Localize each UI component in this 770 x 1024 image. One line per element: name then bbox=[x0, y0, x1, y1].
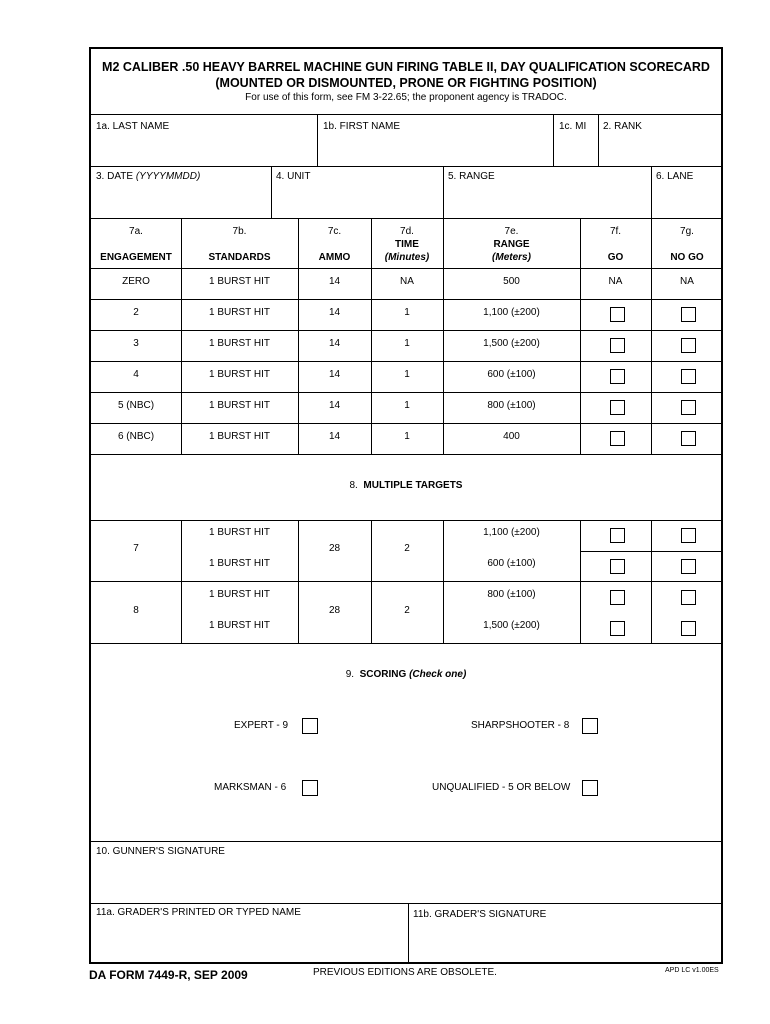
unit-field[interactable] bbox=[272, 167, 443, 217]
mi-field[interactable] bbox=[554, 115, 598, 165]
range-cell: 1,500 (±200) bbox=[483, 620, 540, 631]
no-go-checkbox[interactable] bbox=[681, 431, 696, 446]
grader-name-field[interactable] bbox=[91, 904, 407, 964]
lane-label: 6. LANE bbox=[656, 171, 694, 182]
no-go-checkbox[interactable] bbox=[681, 400, 696, 415]
multiple-targets-heading: 8. MULTIPLE TARGETS bbox=[349, 480, 463, 491]
grader-name-label: 11a. GRADER'S PRINTED OR TYPED NAME bbox=[96, 907, 301, 918]
scorecard-form bbox=[89, 47, 723, 964]
standards-cell: 1 BURST HIT bbox=[209, 558, 270, 569]
range-cell: 600 (±100) bbox=[487, 558, 536, 569]
rank-label: 2. RANK bbox=[603, 121, 642, 132]
lane-field[interactable] bbox=[652, 167, 723, 217]
no-go-checkbox[interactable] bbox=[681, 590, 696, 605]
form-number: DA FORM 7449-R, SEP 2009 bbox=[89, 968, 248, 982]
header-time: 7d. TIME (Minutes) bbox=[384, 226, 430, 263]
scoring-heading: 9. SCORING (Check one) bbox=[345, 669, 467, 680]
date-field[interactable] bbox=[91, 167, 271, 217]
form-title-line1: M2 CALIBER .50 HEAVY BARREL MACHINE GUN FIRING TABLE II, DAY QUALIFICATION SCORECARD bbox=[102, 60, 710, 74]
ammo-cell: 28 bbox=[328, 543, 341, 554]
range-cell: 1,100 (±200) bbox=[483, 307, 540, 318]
last-name-field[interactable] bbox=[91, 115, 317, 165]
scoring-option-label: EXPERT - 9 bbox=[234, 720, 289, 731]
ammo-cell: 14 bbox=[328, 400, 341, 411]
go-checkbox[interactable] bbox=[610, 338, 625, 353]
time-cell: 2 bbox=[404, 543, 410, 554]
range-cell: 800 (±100) bbox=[487, 400, 536, 411]
ammo-cell: 14 bbox=[328, 369, 341, 380]
no-go-checkbox[interactable] bbox=[681, 559, 696, 574]
go-checkbox[interactable] bbox=[610, 431, 625, 446]
grader-signature-field[interactable] bbox=[409, 904, 721, 964]
go-checkbox[interactable] bbox=[610, 528, 625, 543]
engagement-cell: 8 bbox=[133, 605, 139, 616]
engagement-cell: 2 bbox=[133, 307, 139, 318]
version-label: APD LC v1.00ES bbox=[665, 967, 719, 974]
no-go-cell: NA bbox=[680, 276, 694, 287]
standards-cell: 1 BURST HIT bbox=[209, 620, 270, 631]
last-name-label: 1a. LAST NAME bbox=[96, 121, 170, 132]
form-proponent-note: For use of this form, see FM 3-22.65; the proponent agency is TRADOC. bbox=[245, 92, 567, 103]
range-cell: 1,100 (±200) bbox=[483, 527, 540, 538]
go-checkbox[interactable] bbox=[610, 559, 625, 574]
ammo-cell: 28 bbox=[328, 605, 341, 616]
engagement-cell: 3 bbox=[133, 338, 139, 349]
range-label: 5. RANGE bbox=[448, 171, 495, 182]
header-engagement: 7a. ENGAGEMENT bbox=[100, 226, 172, 263]
form-title-line2: (MOUNTED OR DISMOUNTED, PRONE OR FIGHTING POSITION) bbox=[215, 76, 597, 90]
header-standards: 7b. STANDARDS bbox=[208, 226, 271, 263]
ammo-cell: 14 bbox=[328, 431, 341, 442]
time-cell: 2 bbox=[404, 605, 410, 616]
range-cell: 800 (±100) bbox=[487, 589, 536, 600]
scoring-option-label: UNQUALIFIED - 5 OR BELOW bbox=[432, 782, 571, 793]
scoring-option-label: SHARPSHOOTER - 8 bbox=[471, 720, 570, 731]
go-checkbox[interactable] bbox=[610, 400, 625, 415]
engagement-cell: 4 bbox=[133, 369, 139, 380]
header-go: 7f. GO bbox=[607, 226, 624, 263]
unqualified-checkbox[interactable] bbox=[582, 780, 598, 796]
expert-checkbox[interactable] bbox=[302, 718, 318, 734]
no-go-checkbox[interactable] bbox=[681, 338, 696, 353]
range-cell: 400 bbox=[503, 431, 520, 442]
no-go-checkbox[interactable] bbox=[681, 307, 696, 322]
standards-cell: 1 BURST HIT bbox=[209, 400, 270, 411]
standards-cell: 1 BURST HIT bbox=[209, 431, 270, 442]
engagement-cell: 6 (NBC) bbox=[117, 431, 155, 442]
first-name-label: 1b. FIRST NAME bbox=[323, 121, 401, 132]
standards-cell: 1 BURST HIT bbox=[209, 307, 270, 318]
mi-label: 1c. MI bbox=[559, 121, 587, 132]
go-checkbox[interactable] bbox=[610, 621, 625, 636]
marksman-checkbox[interactable] bbox=[302, 780, 318, 796]
range-field[interactable] bbox=[444, 167, 651, 217]
no-go-checkbox[interactable] bbox=[681, 621, 696, 636]
time-cell: 1 bbox=[404, 307, 410, 318]
go-cell: NA bbox=[608, 276, 623, 287]
time-cell: 1 bbox=[404, 400, 410, 411]
engagement-cell: 5 (NBC) bbox=[117, 400, 155, 411]
ammo-cell: 14 bbox=[328, 338, 341, 349]
unit-label: 4. UNIT bbox=[276, 171, 311, 182]
standards-cell: 1 BURST HIT bbox=[209, 527, 270, 538]
date-label: 3. DATE (YYYYMMDD) bbox=[96, 171, 201, 182]
ammo-cell: 14 bbox=[328, 307, 341, 318]
engagement-cell: ZERO bbox=[122, 276, 150, 287]
scoring-option-label: MARKSMAN - 6 bbox=[214, 782, 287, 793]
grader-signature-label: 11b. GRADER'S SIGNATURE bbox=[413, 909, 547, 920]
time-cell: 1 bbox=[404, 338, 410, 349]
engagement-cell: 7 bbox=[133, 543, 139, 554]
gunner-signature-field[interactable] bbox=[91, 842, 721, 902]
range-cell: 600 (±100) bbox=[487, 369, 536, 380]
header-range: 7e. RANGE (Meters) bbox=[492, 226, 531, 263]
go-checkbox[interactable] bbox=[610, 307, 625, 322]
time-cell: NA bbox=[400, 276, 414, 287]
time-cell: 1 bbox=[404, 369, 410, 380]
gunner-signature-label: 10. GUNNER'S SIGNATURE bbox=[96, 846, 225, 857]
first-name-field[interactable] bbox=[318, 115, 553, 165]
ammo-cell: 14 bbox=[328, 276, 341, 287]
range-cell: 1,500 (±200) bbox=[483, 338, 540, 349]
standards-cell: 1 BURST HIT bbox=[209, 589, 270, 600]
go-checkbox[interactable] bbox=[610, 369, 625, 384]
standards-cell: 1 BURST HIT bbox=[209, 276, 270, 287]
obsolete-notice: PREVIOUS EDITIONS ARE OBSOLETE. bbox=[313, 967, 497, 978]
standards-cell: 1 BURST HIT bbox=[209, 338, 270, 349]
header-ammo: 7c. AMMO bbox=[318, 226, 351, 263]
no-go-checkbox[interactable] bbox=[681, 369, 696, 384]
no-go-checkbox[interactable] bbox=[681, 528, 696, 543]
rank-field[interactable] bbox=[599, 115, 723, 165]
range-cell: 500 bbox=[503, 276, 520, 287]
time-cell: 1 bbox=[404, 431, 410, 442]
header-no-go: 7g. NO GO bbox=[670, 226, 704, 263]
go-checkbox[interactable] bbox=[610, 590, 625, 605]
standards-cell: 1 BURST HIT bbox=[209, 369, 270, 380]
sharpshooter-checkbox[interactable] bbox=[582, 718, 598, 734]
